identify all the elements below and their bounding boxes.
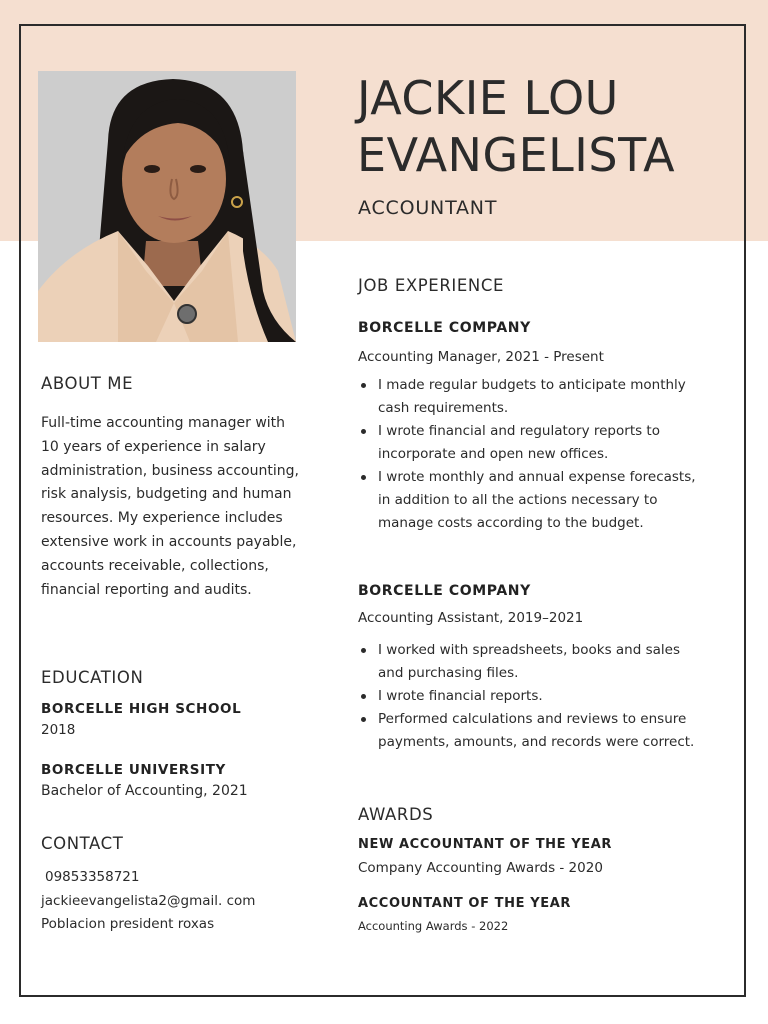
contact-phone: 09853358721: [45, 869, 140, 885]
job-2-bullet-3: Performed calculations and reviews to ensure payments, amounts, and records were correct.: [358, 708, 703, 754]
job-title: ACCOUNTANT: [358, 197, 498, 219]
education-school-1: BORCELLE HIGH SCHOOL: [41, 701, 242, 717]
candidate-name: [357, 70, 747, 184]
job-2-bullets: [358, 639, 703, 754]
job-2-company: BORCELLE COMPANY: [358, 583, 531, 599]
education-school-2: BORCELLE UNIVERSITY: [41, 762, 226, 778]
education-detail-1: 2018: [41, 722, 76, 738]
job-1-bullet-1: I made regular budgets to anticipate monthly cash requirements.: [358, 374, 703, 420]
job-1-bullet-3: I wrote monthly and annual expense forecasts, in addition to all the actions necessary to manage costs according to the budget.: [358, 466, 703, 535]
contact-heading: CONTACT: [41, 834, 124, 853]
job-1-bullets: [358, 374, 703, 535]
award-2-title: ACCOUNTANT OF THE YEAR: [358, 896, 571, 911]
job-1-bullet-2: I wrote financial and regulatory reports to incorporate and open new offices.: [358, 420, 703, 466]
about-text: Full-time accounting manager with 10 years of experience in salary administration, business accounting, risk analysis, budgeting and human resources. My experience includes extensive work in accounts payable, accounts receivable, collections, financial reporting and audits.: [41, 415, 299, 598]
contact-address: Poblacion president roxas: [41, 916, 215, 932]
job-2-bullet-2: I wrote financial reports.: [358, 685, 703, 708]
experience-heading: JOB EXPERIENCE: [358, 276, 504, 295]
education-detail-2: Bachelor of Accounting, 2021: [41, 783, 248, 799]
award-2-detail: Accounting Awards - 2022: [358, 919, 509, 933]
name-line-2: EVANGELISTA: [357, 128, 676, 182]
award-1-title: NEW ACCOUNTANT OF THE YEAR: [358, 837, 613, 852]
award-1-detail: Company Accounting Awards - 2020: [358, 860, 603, 876]
job-2-position: Accounting Assistant, 2019–2021: [358, 610, 584, 626]
job-1-position: Accounting Manager, 2021 - Present: [358, 349, 604, 365]
job-2-bullet-1: I worked with spreadsheets, books and sales and purchasing files.: [358, 639, 703, 685]
job-1-company: BORCELLE COMPANY: [358, 320, 531, 336]
profile-photo: [38, 71, 296, 342]
name-line-1: JACKIE LOU: [357, 71, 619, 125]
education-heading: EDUCATION: [41, 668, 144, 687]
awards-heading: AWARDS: [358, 805, 434, 824]
contact-email: jackieevangelista2@gmail. com: [41, 893, 256, 909]
about-heading: ABOUT ME: [41, 374, 134, 393]
